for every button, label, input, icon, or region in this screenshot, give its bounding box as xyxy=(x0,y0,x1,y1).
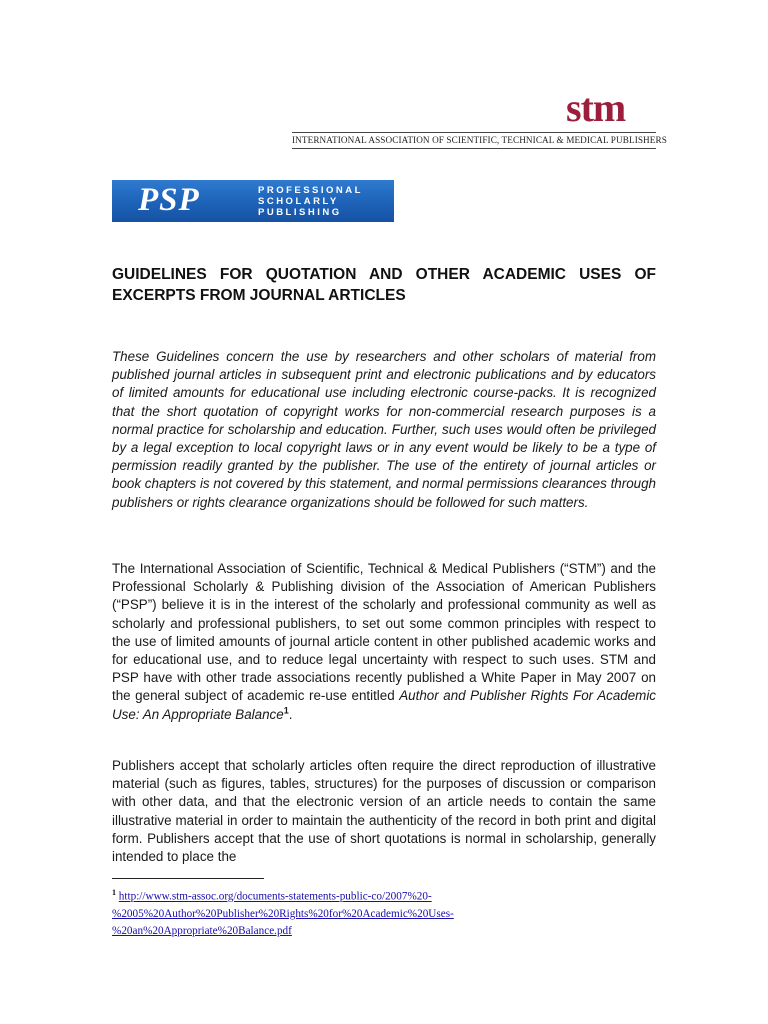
stm-rule-top xyxy=(292,132,656,133)
psp-line-publishing: PUBLISHING xyxy=(258,207,342,218)
footnote-marker: 1 xyxy=(112,888,116,897)
footnote-link-line-1[interactable]: http://www.stm-assoc.org/documents-statements-public-co/2007%20- xyxy=(118,890,432,903)
psp-line-professional: PROFESSIONAL xyxy=(258,185,363,196)
intro-paragraph: These Guidelines concern the use by researchers and other scholars of material from published journal articles in subsequent print and electronic publications and by educators of limited amounts for educational use including electronic course-packs. It is recognized that the short quotation of copyright works for non-commercial research purposes is a normal practice for scholarship and education. Further, such uses would often be privileged by a legal exception to local copyright laws or in any event would be likely to be a type of permission readily granted by the publisher. The use of the entirety of journal articles or book chapters is not covered by this statement, and normal permissions clearances through publishers or rights clearance organizations should be followed for such matters. xyxy=(112,349,656,510)
footnote-ref[interactable]: 1 xyxy=(283,705,289,716)
footnote-link-line-3[interactable]: %20an%20Appropriate%20Balance.pdf xyxy=(112,924,292,937)
psp-wordmark xyxy=(258,185,363,218)
stm-subtitle: INTERNATIONAL ASSOCIATION OF SCIENTIFIC, TECHNICAL & MEDICAL PUBLISHERS xyxy=(292,135,667,145)
associations-text: The International Association of Scientific, Technical & Medical Publishers (“STM”) and the Professional Scholarly & Publishing division of the Association of American Publishers (“PSP”) believe it is in the interest of the scholarly and professional community as well as scholarly and professional publishers, to set out some common principles with respect to the use of limited amounts of journal article content in other published academic works and for educational use, and to reduce legal uncertainty with respect to such uses. STM and PSP have with other trade associations recently published a White Paper in May 2007 on the general subject of academic re-use entitled xyxy=(112,561,656,704)
footnote xyxy=(112,884,532,940)
associations-end: . xyxy=(288,706,293,722)
stm-rule-bottom xyxy=(292,148,656,149)
psp-logo: PSP xyxy=(138,182,200,218)
footnote-rule xyxy=(112,878,264,879)
title-line-1: GUIDELINES FOR QUOTATION AND OTHER ACADEMIC USES xyxy=(112,266,622,283)
associations-paragraph xyxy=(112,560,656,724)
document-title xyxy=(112,264,656,306)
footnote-link-line-2[interactable]: %2005%20Author%20Publisher%20Rights%20for%20Academic%20Uses- xyxy=(112,907,454,920)
psp-line-scholarly: SCHOLARLY xyxy=(258,196,339,207)
white-paper-title: Author and Publisher Rights For Academic Use: An Appropriate Balance xyxy=(112,688,657,722)
psp-banner xyxy=(112,180,394,222)
publishers-paragraph: Publishers accept that scholarly articles often require the direct reproduction of illustrative material (such as figures, tables, structures) for the purposes of discussion or comparison with other data, and that the electronic version of an article needs to contain the same illustrative material in order to maintain the authenticity of the record in both print and digital form. Publishers accept that the use of short quotations is normal in scholarship, generally intended to place the xyxy=(112,758,656,865)
title-line-2: OF EXCERPTS FROM JOURNAL ARTICLES xyxy=(112,266,656,304)
stm-logo: stm xyxy=(566,85,626,130)
